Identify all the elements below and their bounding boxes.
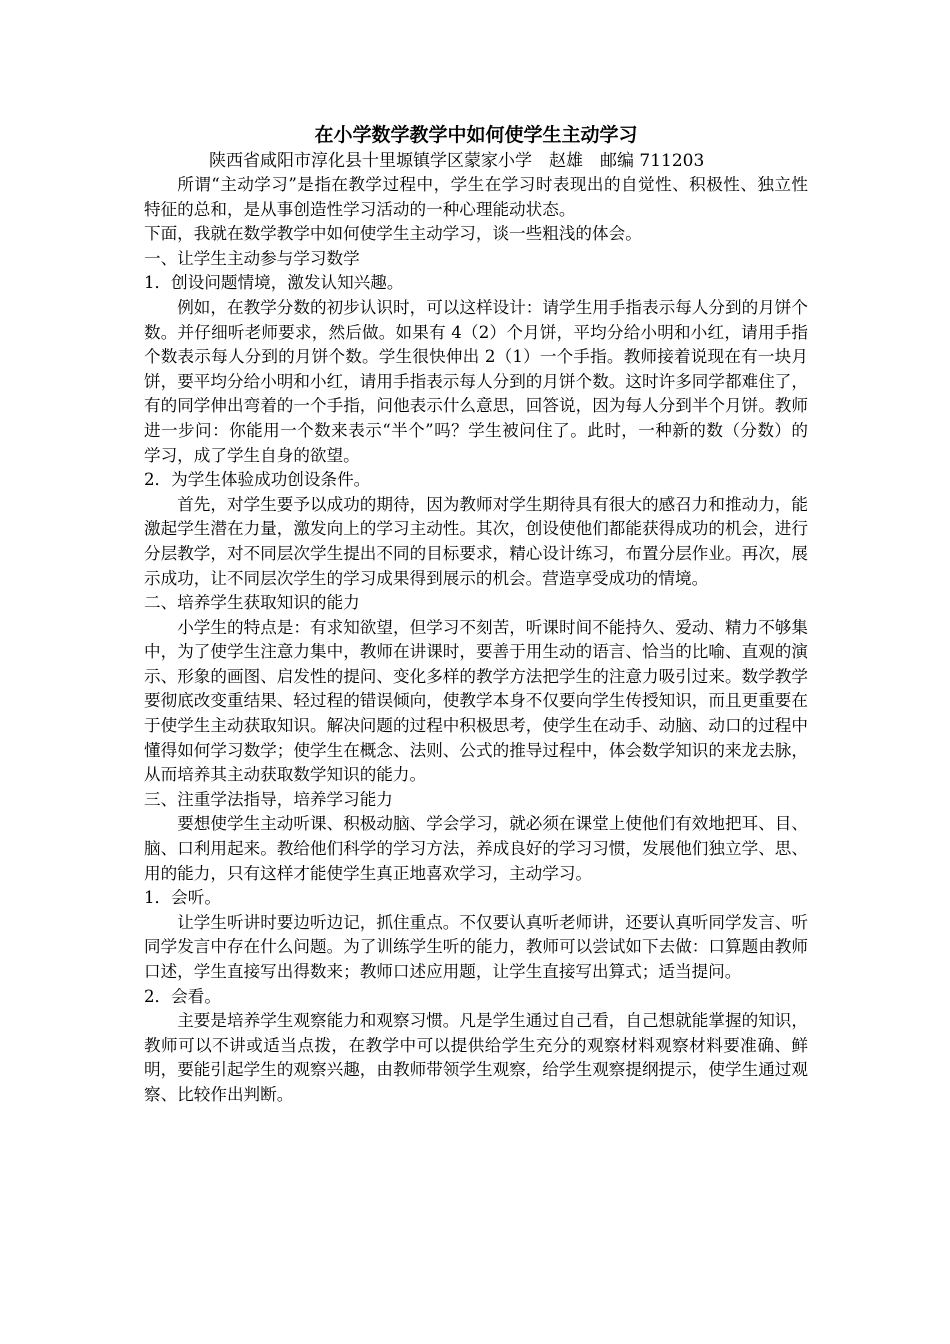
section-heading: 一、让学生主动参与学习数学 xyxy=(144,248,360,268)
subsection-heading: 1．会听。 xyxy=(144,888,221,908)
section-heading: 三、注重学法指导，培养学习能力 xyxy=(144,789,393,809)
document-body xyxy=(144,121,808,1108)
paragraph: 所谓“主动学习”是指在教学过程中，学生在学习时表现出的自觉性、积极性、独立性特征的总和，是从事创造性学习活动的一种心理能动状态。 xyxy=(144,175,808,219)
subsection-heading: 1．创设问题情境，激发认知兴趣。 xyxy=(144,273,404,293)
section-heading: 二、培养学生获取知识的能力 xyxy=(144,593,360,613)
subsection-heading: 2．为学生体验成功创设条件。 xyxy=(144,470,371,490)
paragraph: 例如，在教学分数的初步认识时，可以这样设计：请学生用手指表示每人分到的月饼个数。并仔细听老师要求，然后做。如果有 4（2）个月饼，平均分给小明和小红，请用手指个数表示每人分到的月饼个数。学生很快伸出 2（1）一个手指。教师接着说现在有一块月饼，要平均分给小明和小红，请用手指表示每人分到的月饼个数。这时许多同学都难住了，有的同学伸出弯着的一个手指，问他表示什么意思，回答说，因为每人分到半个月饼。教师进一步问：你能用一个数来表示“半个”吗？学生被问住了。此时，一种新的数（分数）的学习，成了学生自身的欲望。 xyxy=(144,297,808,465)
paragraph: 让学生听讲时要边听边记，抓住重点。不仅要认真听老师讲，还要认真听同学发言、听同学发言中存在什么问题。为了训练学生听的能力，教师可以尝试如下去做：口算题由教师口述，学生直接写出得数来；教师口述应用题，让学生直接写出算式；适当提问。 xyxy=(144,912,808,981)
paragraph: 主要是培养学生观察能力和观察习惯。凡是学生通过自己看，自己想就能掌握的知识，教师可以不讲或适当点拨，在教学中可以提供给学生充分的观察材料观察材料要准确、鲜明，要能引起学生的观察兴趣，由教师带领学生观察，给学生观察提纲提示，使学生通过观察、比较作出判断。 xyxy=(144,1011,808,1104)
paragraph: 小学生的特点是：有求知欲望，但学习不刻苦，听课时间不能持久、爱动、精力不够集中，为了使学生注意力集中，教师在讲课时，要善于用生动的语言、恰当的比喻、直观的演示、形象的画图、启发性的提问、变化多样的教学方法把学生的注意力吸引过来。数学教学要彻底改变重结果、轻过程的错误倾向，使教学本身不仅要向学生传授知识，而且更重要在于使学生主动获取知识。解决问题的过程中积极思考，使学生在动手、动脑、动口的过程中懂得如何学习数学；使学生在概念、法则、公式的推导过程中，体会数学知识的来龙去脉，从而培养其主动获取数学知识的能力。 xyxy=(144,617,808,785)
subsection-heading: 2．会看。 xyxy=(144,986,221,1006)
paragraph: 下面，我就在数学教学中如何使学生主动学习，谈一些粗浅的体会。 xyxy=(144,224,642,244)
paragraph: 首先，对学生要予以成功的期待，因为教师对学生期待具有很大的感召力和推动力，能激起学生潜在力量，激发向上的学习主动性。其次，创设使他们都能获得成功的机会，进行分层教学，对不同层次学生提出不同的目标要求，精心设计练习，布置分层作业。再次，展示成功，让不同层次学生的学习成果得到展示的机会。营造享受成功的情境。 xyxy=(144,494,808,588)
document-title: 在小学数学教学中如何使学生主动学习 xyxy=(314,124,638,146)
paragraph: 要想使学生主动听课、积极动脑、学会学习，就必须在课堂上使他们有效地把耳、目、脑、口利用起来。教给他们科学的学习方法，养成良好的学习习惯，发展他们独立学、思、用的能力，只有这样才能使学生真正地喜欢学习，主动学习。 xyxy=(144,814,808,883)
author-line: 陕西省咸阳市淳化县十里塬镇学区蒙家小学 赵雄 邮编 711203 xyxy=(209,151,705,171)
